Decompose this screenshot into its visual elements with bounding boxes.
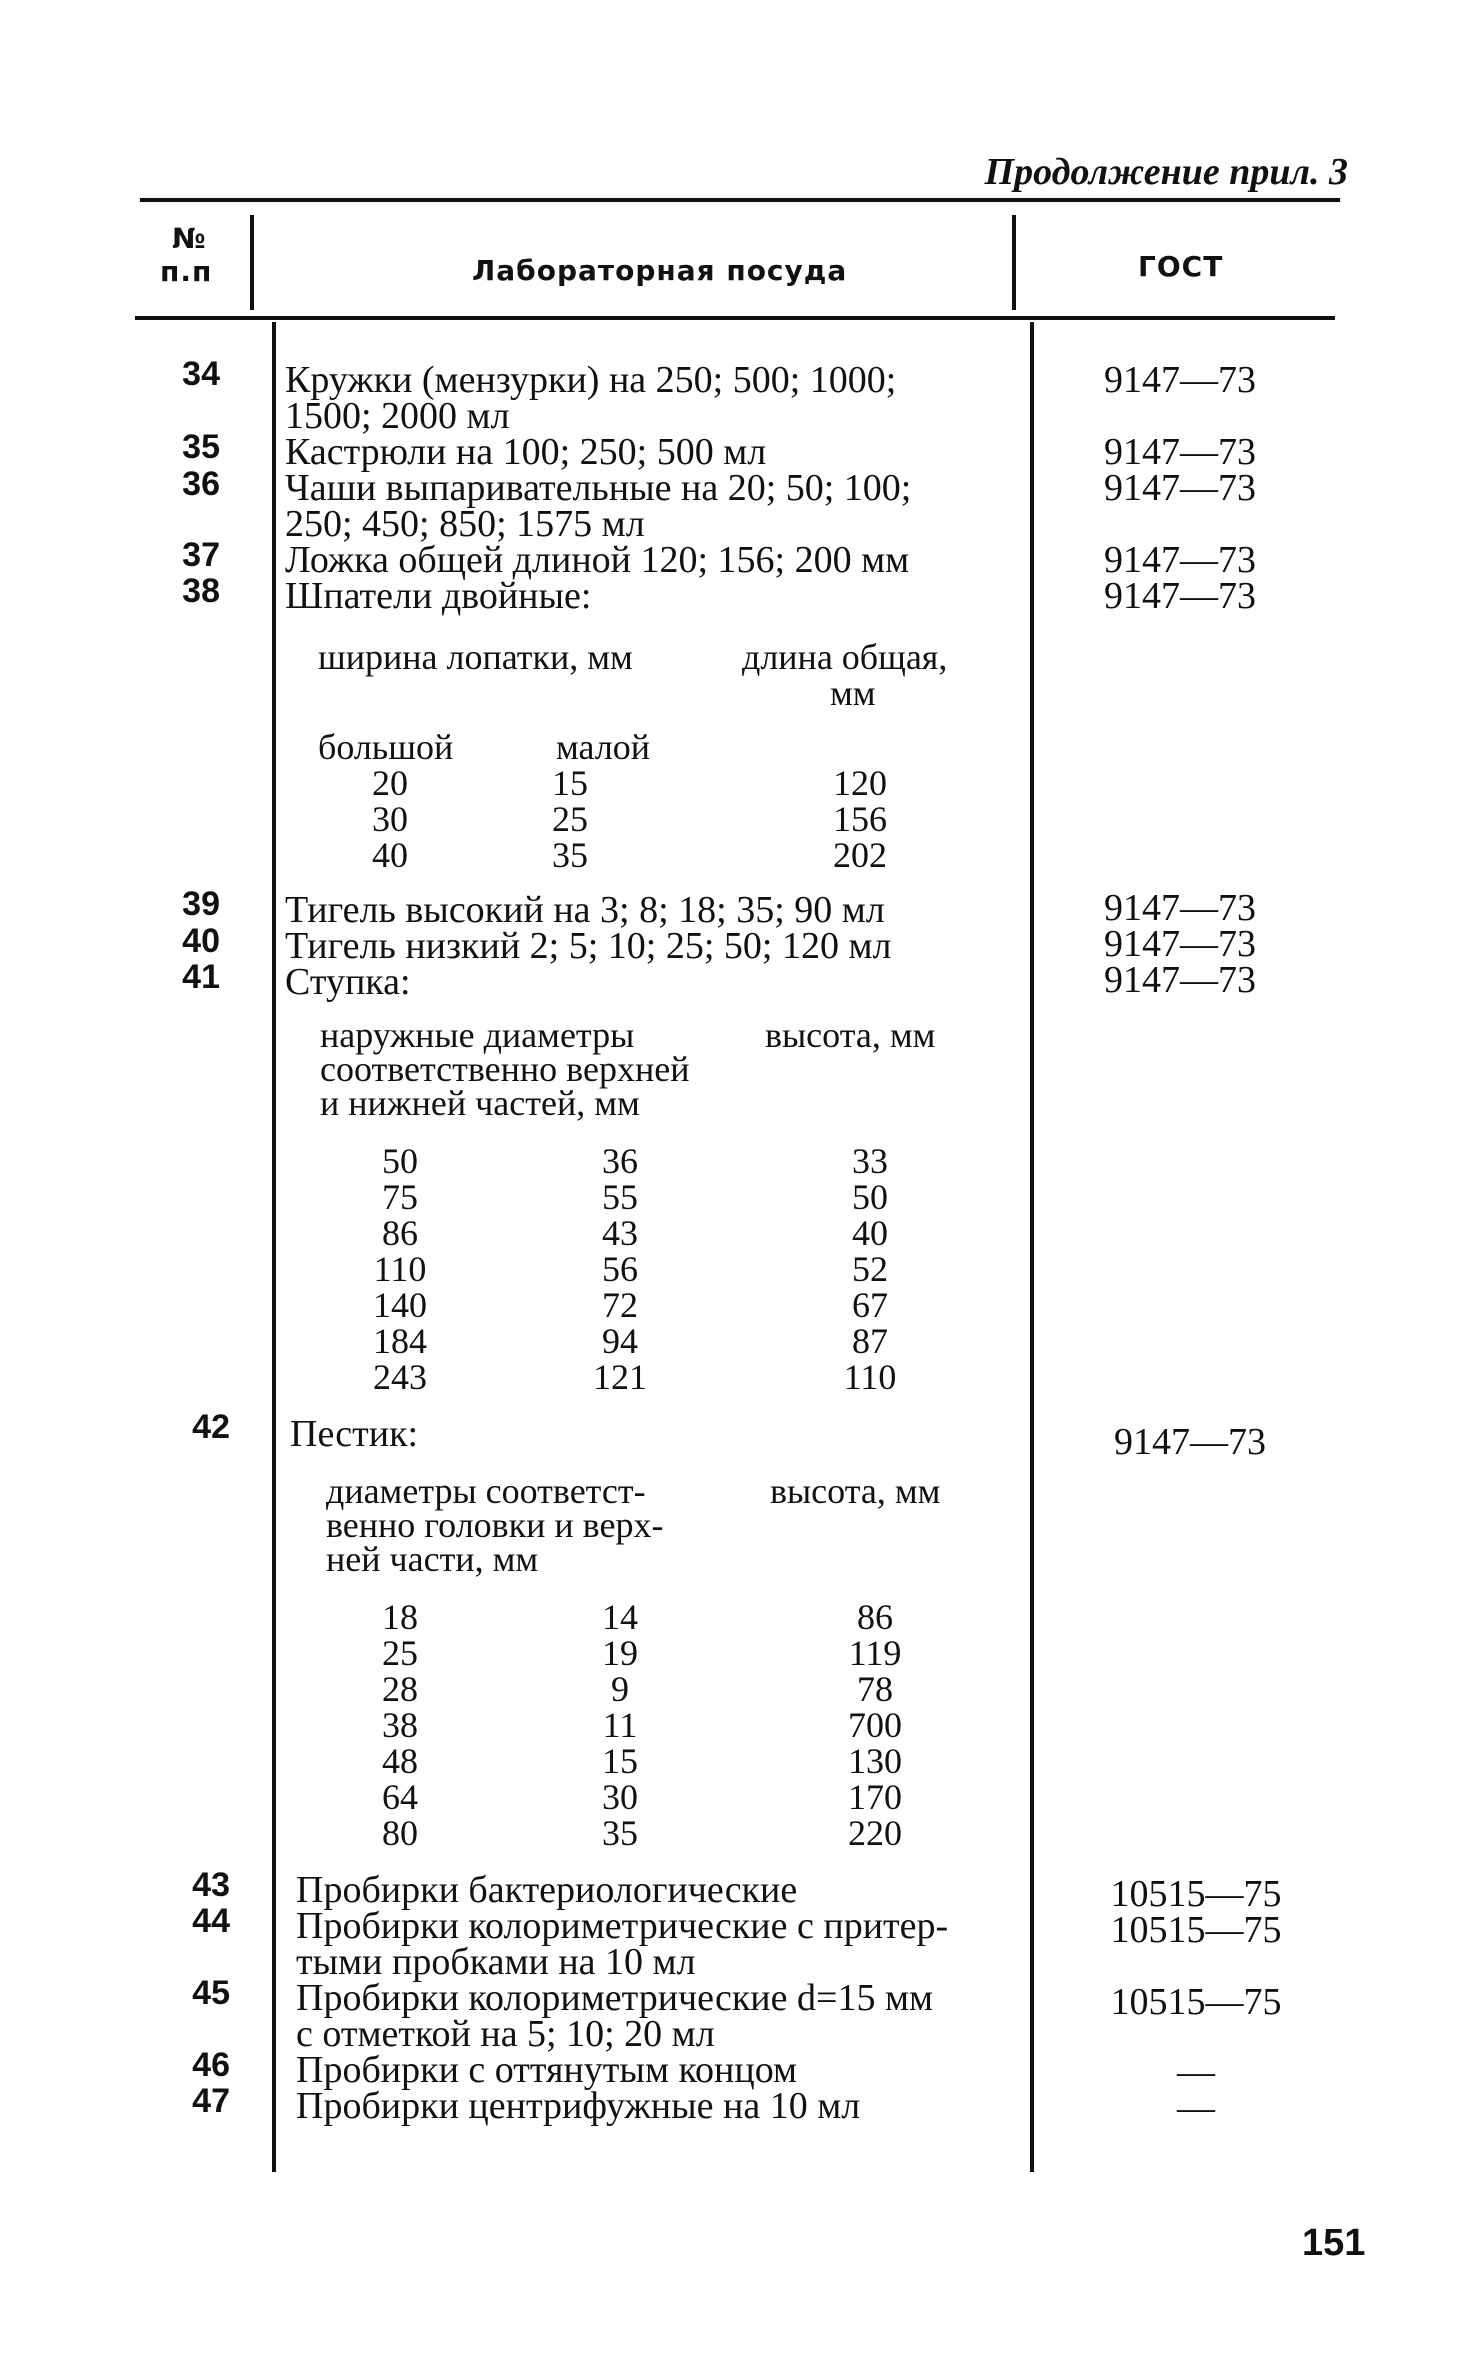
table-cell: 140 xyxy=(373,1285,427,1325)
table-cell: 700 xyxy=(848,1705,902,1745)
pestle-header-height: высота, мм xyxy=(770,1471,941,1511)
column-divider-right xyxy=(1012,215,1016,310)
row-text-line: Кастрюли на 100; 250; 500 мл xyxy=(285,431,767,473)
row-number: 46 xyxy=(192,2046,230,2084)
table-cell: 72 xyxy=(602,1285,638,1325)
row-text-line: Тигель высокий на 3; 8; 18; 35; 90 мл xyxy=(285,889,885,931)
table-cell: 25 xyxy=(382,1633,418,1673)
row-gost: — xyxy=(1177,2051,1215,2093)
table-cell: 20 xyxy=(372,763,408,803)
row-gost: 10515—75 xyxy=(1110,1873,1282,1915)
spatula-col-small: малой xyxy=(556,727,651,767)
table-cell: 25 xyxy=(552,799,588,839)
table-cell: 15 xyxy=(552,763,588,803)
row-number: 34 xyxy=(182,355,220,393)
table-cell: 56 xyxy=(602,1249,638,1289)
table-cell: 243 xyxy=(373,1357,427,1397)
row-text-line: Кружки (мензурки) на 250; 500; 1000; xyxy=(285,359,897,401)
table-cell: 50 xyxy=(382,1141,418,1181)
table-cell: 64 xyxy=(382,1777,418,1817)
row-number: 41 xyxy=(182,958,220,996)
row-text-line: Пробирки центрифужные на 10 мл xyxy=(296,2085,861,2127)
row-text-line: тыми пробками на 10 мл xyxy=(296,1941,696,1983)
row-number: 38 xyxy=(182,572,220,610)
table-cell: 52 xyxy=(852,1249,888,1289)
table-cell: 9 xyxy=(611,1669,629,1709)
header-bottom-rule xyxy=(135,316,1335,320)
table-cell: 35 xyxy=(602,1813,638,1853)
row-number: 43 xyxy=(192,1866,230,1904)
row-gost: — xyxy=(1177,2087,1215,2129)
header-item: Лабораторная посуда xyxy=(472,254,848,287)
row-gost: 9147—73 xyxy=(1104,467,1256,509)
table-cell: 202 xyxy=(833,835,887,875)
row-number: 39 xyxy=(182,885,220,923)
row-gost: 10515—75 xyxy=(1110,1909,1282,1951)
spatula-header-length: длина общая, xyxy=(742,637,948,677)
column-divider-left xyxy=(250,215,254,310)
row-number: 40 xyxy=(182,922,220,960)
row-text-line: Пробирки колориметрические d=15 мм xyxy=(296,1977,934,2019)
table-cell: 75 xyxy=(382,1177,418,1217)
table-cell: 48 xyxy=(382,1741,418,1781)
table-cell: 40 xyxy=(372,835,408,875)
row-text-line: Шпатели двойные: xyxy=(285,575,592,617)
table-cell: 11 xyxy=(602,1705,638,1745)
mortar-header-diameters: наружные диаметры xyxy=(320,1015,635,1055)
row-gost: 9147—73 xyxy=(1104,923,1256,965)
row-text-line: Чаши выпаривательные на 20; 50; 100; xyxy=(285,467,912,509)
table-cell: 67 xyxy=(852,1285,888,1325)
row-text-line: 250; 450; 850; 1575 мл xyxy=(285,503,645,545)
table-cell: 33 xyxy=(852,1141,888,1181)
row-gost: 9147—73 xyxy=(1104,431,1256,473)
row-gost: 9147—73 xyxy=(1104,959,1256,1001)
row-gost: 9147—73 xyxy=(1114,1421,1266,1463)
row-number: 44 xyxy=(192,1902,230,1940)
row-text-line: Пробирки с оттянутым концом xyxy=(296,2049,798,2091)
header-num-abbr: п.п xyxy=(160,255,213,288)
row-gost: 9147—73 xyxy=(1104,359,1256,401)
row-number: 37 xyxy=(182,536,220,574)
row-text-line: Пестик: xyxy=(290,1413,419,1455)
mortar-header-diameters: соответственно верхней xyxy=(320,1049,690,1089)
table-cell: 170 xyxy=(848,1777,902,1817)
row-number: 45 xyxy=(192,1974,230,2012)
pestle-header-diameters: ней части, мм xyxy=(326,1539,539,1579)
table-cell: 30 xyxy=(602,1777,638,1817)
top-rule xyxy=(140,198,1340,202)
table-cell: 130 xyxy=(848,1741,902,1781)
table-cell: 14 xyxy=(602,1597,638,1637)
pestle-header-diameters: венно головки и верх- xyxy=(326,1505,664,1545)
row-text-line: Пробирки колориметрические с притер- xyxy=(296,1905,949,1947)
row-number: 47 xyxy=(192,2082,230,2120)
table-cell: 110 xyxy=(373,1249,427,1289)
table-cell: 86 xyxy=(857,1597,893,1637)
header-num-symbol: № xyxy=(172,222,207,255)
table-cell: 94 xyxy=(602,1321,638,1361)
table-cell: 120 xyxy=(833,763,887,803)
table-cell: 50 xyxy=(852,1177,888,1217)
row-gost: 9147—73 xyxy=(1104,887,1256,929)
table-cell: 87 xyxy=(852,1321,888,1361)
row-text-line: Тигель низкий 2; 5; 10; 25; 50; 120 мл xyxy=(285,925,892,967)
table-cell: 38 xyxy=(382,1705,418,1745)
row-text-line: с отметкой на 5; 10; 20 мл xyxy=(296,2013,715,2055)
table-cell: 121 xyxy=(593,1357,647,1397)
body-divider-left xyxy=(272,322,276,2172)
table-cell: 55 xyxy=(602,1177,638,1217)
table-cell: 110 xyxy=(843,1357,897,1397)
table-cell: 30 xyxy=(372,799,408,839)
table-cell: 78 xyxy=(857,1669,893,1709)
row-number: 36 xyxy=(182,465,220,503)
table-cell: 36 xyxy=(602,1141,638,1181)
table-cell: 80 xyxy=(382,1813,418,1853)
row-text-line: Ступка: xyxy=(285,961,411,1003)
table-cell: 220 xyxy=(848,1813,902,1853)
table-cell: 184 xyxy=(373,1321,427,1361)
table-cell: 15 xyxy=(602,1741,638,1781)
mortar-header-diameters: и нижней частей, мм xyxy=(320,1083,640,1123)
header-gost: ГОСТ xyxy=(1138,250,1224,283)
mortar-header-height: высота, мм xyxy=(765,1015,936,1055)
pestle-header-diameters: диаметры соответст- xyxy=(326,1471,646,1511)
row-number: 42 xyxy=(192,1408,230,1446)
table-cell: 86 xyxy=(382,1213,418,1253)
row-number: 35 xyxy=(182,428,220,466)
row-gost: 10515—75 xyxy=(1110,1981,1282,2023)
spatula-header-width: ширина лопатки, мм xyxy=(318,637,633,677)
table-cell: 43 xyxy=(602,1213,638,1253)
page-number: 151 xyxy=(1302,2222,1366,2264)
table-cell: 156 xyxy=(833,799,887,839)
table-cell: 18 xyxy=(382,1597,418,1637)
spatula-col-large: большой xyxy=(318,727,454,767)
spatula-header-length-unit: мм xyxy=(830,673,876,713)
row-gost: 9147—73 xyxy=(1104,539,1256,581)
table-cell: 40 xyxy=(852,1213,888,1253)
table-cell: 119 xyxy=(848,1633,902,1673)
row-gost: 9147—73 xyxy=(1104,575,1256,617)
row-text-line: 1500; 2000 мл xyxy=(285,395,510,437)
row-text-line: Ложка общей длиной 120; 156; 200 мм xyxy=(285,539,910,581)
table-cell: 19 xyxy=(602,1633,638,1673)
table-cell: 28 xyxy=(382,1669,418,1709)
row-text-line: Пробирки бактериологические xyxy=(296,1869,798,1911)
continuation-label: Продолжение прил. 3 xyxy=(984,151,1348,193)
table-cell: 35 xyxy=(552,835,588,875)
